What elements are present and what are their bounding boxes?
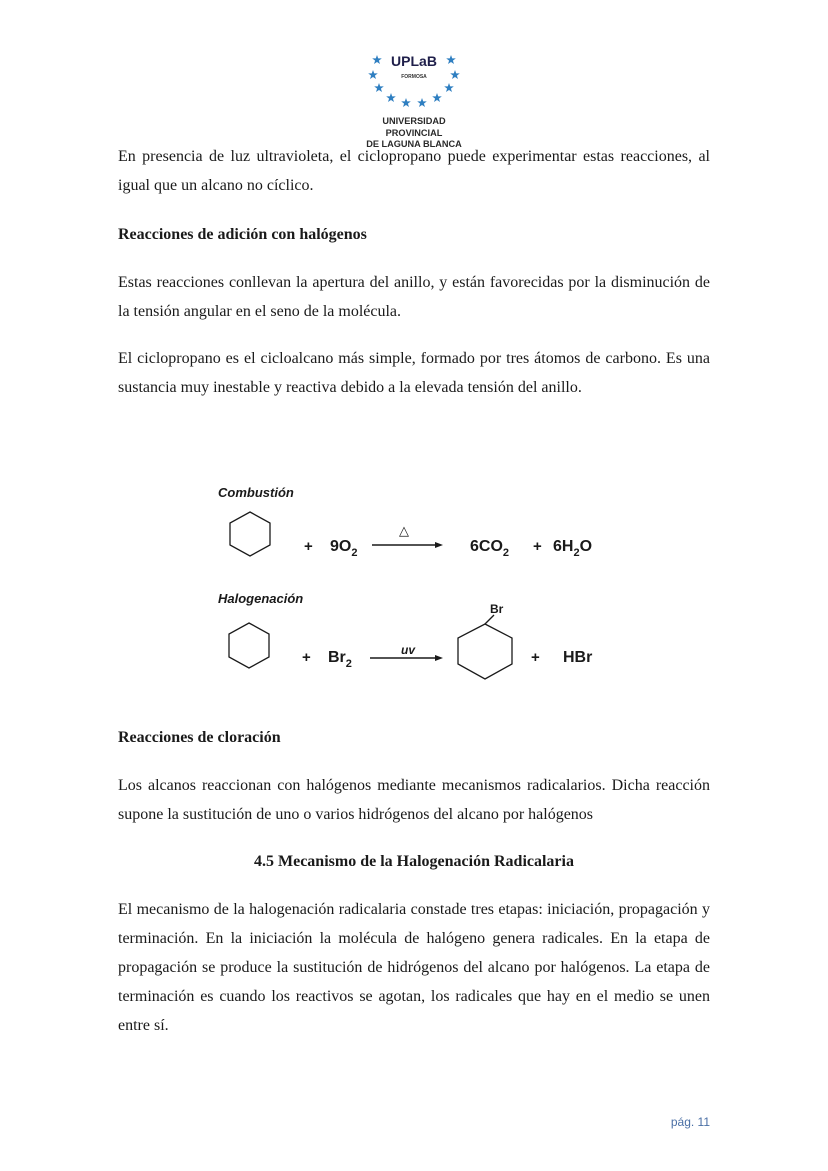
product-h2o: $6H_2O$ (553, 538, 593, 559)
combustion-label: Combustión (218, 485, 294, 500)
heat-symbol: △ (399, 523, 409, 538)
reactant-br2: $Br_2$ (328, 649, 352, 670)
bromocyclohexane-ring-icon (458, 624, 512, 679)
c-br-bond (485, 615, 494, 624)
page-content-lower (118, 723, 710, 1040)
paragraph-cloracion: Los alcanos reaccionan con halógenos mediante mecanismos radicalarios. Dicha reacción supone la sustitución de uno o varios hidrógenos del alcano por halógenos (118, 777, 710, 823)
heading-adicion: Reacciones de adición con halógenos (118, 226, 367, 243)
page-number: pág. 11 (670, 1115, 710, 1129)
paragraph-mecanismo: El mecanismo de la halogenación radicalaria constade tres etapas: iniciación, propagación y terminación. En la iniciación la molécula de halógeno genera radicales. En la etapa de propagación se produce la sustitución de hidrógenos del alcano por halógenos. La etapa de terminación es cuando los reactivos se agotan, los radicales que hay en el medio se unen entre sí. (118, 901, 710, 1034)
reaction-figure (210, 477, 630, 692)
product-co2: $6CO_2$ (470, 538, 510, 559)
halogenation-label: Halogenación (218, 591, 304, 606)
combustion-plus-2: + (533, 538, 542, 555)
logo-subtitle: FORMOSA (401, 74, 427, 80)
university-logo (353, 48, 475, 149)
page-content (118, 142, 710, 402)
uv-label: uv (400, 643, 416, 657)
cyclohexane-ring-icon (230, 512, 270, 556)
university-line-1: UNIVERSIDAD PROVINCIAL (382, 116, 446, 138)
university-line-2: DE LAGUNA BLANCA (366, 139, 462, 149)
combustion-plus-1: + (304, 538, 313, 555)
paragraph-ciclopropano: El ciclopropano es el cicloalcano más simple, formado por tres átomos de carbono. Es una sustancia muy inestable y reactiva debido a la elevada tensión del anillo. (118, 350, 710, 396)
heading-cloracion: Reacciones de cloración (118, 729, 281, 746)
reactant-o2: $9O_2$ (330, 538, 358, 559)
logo-name: UPLaB (391, 53, 437, 69)
product-hbr: HBr (563, 649, 593, 666)
substituent-br: Br (490, 602, 504, 616)
halogenation-plus-1: + (302, 649, 311, 666)
cyclohexane-ring-icon (229, 623, 269, 668)
halogenation-plus-2: + (531, 649, 540, 666)
paragraph-uv: En presencia de luz ultravioleta, el ciclopropano puede experimentar estas reacciones, al igual que un alcano no cíclico. (118, 148, 710, 194)
section-heading-mecanismo: 4.5 Mecanismo de la Halogenación Radicalaria (254, 853, 574, 870)
paragraph-apertura: Estas reacciones conllevan la apertura del anillo, y están favorecidas por la disminución de la tensión angular en el seno de la molécula. (118, 274, 710, 320)
halogenation-arrowhead (435, 655, 443, 661)
combustion-arrowhead (435, 542, 443, 548)
